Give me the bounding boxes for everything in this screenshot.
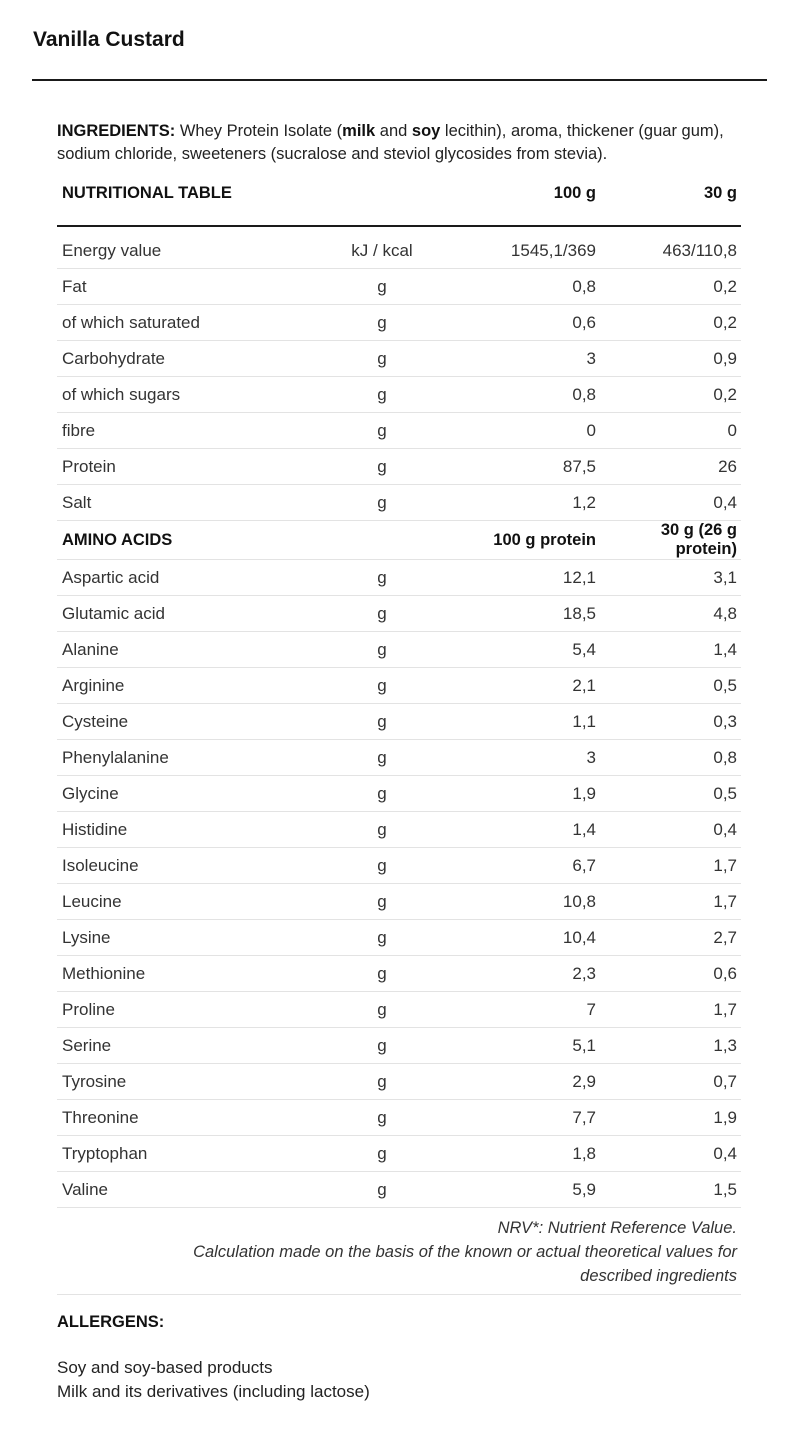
table-row — [57, 884, 741, 920]
value-per-100g: 1,8 — [429, 1136, 606, 1172]
nutrient-name: Serine — [57, 1028, 335, 1064]
nutrient-name: Fat — [57, 269, 335, 305]
table-row — [57, 1172, 741, 1208]
value-per-30g: 0,9 — [606, 341, 741, 377]
nutrient-unit: g — [335, 668, 429, 704]
table-row — [57, 848, 741, 884]
value-per-30g: 26 — [606, 449, 741, 485]
value-per-30g: 0,4 — [606, 1136, 741, 1172]
ingredients-label: INGREDIENTS: — [57, 122, 176, 140]
table-row — [57, 1028, 741, 1064]
table-row — [57, 956, 741, 992]
table-row — [57, 1064, 741, 1100]
value-per-100g: 0,8 — [429, 269, 606, 305]
value-per-100g: 2,1 — [429, 668, 606, 704]
table-row — [57, 233, 741, 269]
value-per-30g: 0,5 — [606, 776, 741, 812]
nutrient-unit: g — [335, 1028, 429, 1064]
nutrient-unit: g — [335, 305, 429, 341]
value-per-100g: 0,6 — [429, 305, 606, 341]
ingredient-soy: soy — [411, 122, 441, 140]
allergens-list — [57, 1356, 741, 1404]
nutrient-name: Threonine — [57, 1100, 335, 1136]
table-row — [57, 413, 741, 449]
nutrient-unit: g — [335, 920, 429, 956]
nutrient-name: Alanine — [57, 632, 335, 668]
nutrient-name: Lysine — [57, 920, 335, 956]
value-per-30g: 30 g (26 g protein) — [606, 521, 741, 560]
value-per-100g: 10,8 — [429, 884, 606, 920]
value-per-30g: 0,3 — [606, 704, 741, 740]
table-row — [57, 812, 741, 848]
nutrient-name: Arginine — [57, 668, 335, 704]
product-title: Vanilla Custard — [33, 28, 185, 51]
value-per-30g: 3,1 — [606, 560, 741, 596]
value-per-30g: 0 — [606, 413, 741, 449]
value-per-30g: 1,4 — [606, 632, 741, 668]
allergen-item: Soy and soy-based products — [57, 1358, 273, 1377]
nutrient-unit: g — [335, 413, 429, 449]
value-per-100g: 1,2 — [429, 485, 606, 521]
nutrient-unit: g — [335, 812, 429, 848]
nutrient-unit: g — [335, 776, 429, 812]
table-row — [57, 269, 741, 305]
nutrition-header-row — [57, 179, 741, 226]
nutrient-unit: g — [335, 485, 429, 521]
nutrition-table — [57, 179, 741, 1208]
nutrient-unit: g — [335, 377, 429, 413]
value-per-100g: 6,7 — [429, 848, 606, 884]
table-row — [57, 920, 741, 956]
nutrient-unit: g — [335, 596, 429, 632]
nutrient-unit: g — [335, 884, 429, 920]
nutrient-name: Tyrosine — [57, 1064, 335, 1100]
nutrient-unit: g — [335, 992, 429, 1028]
ingredients-text-2: and — [375, 122, 412, 140]
nutrient-unit: g — [335, 1136, 429, 1172]
value-per-100g: 3 — [429, 341, 606, 377]
value-per-30g: 0,2 — [606, 305, 741, 341]
title-divider — [32, 79, 767, 81]
value-per-30g: 1,5 — [606, 1172, 741, 1208]
allergen-item: Milk and its derivatives (including lactose) — [57, 1382, 370, 1401]
value-per-30g: 0,2 — [606, 377, 741, 413]
table-row — [57, 305, 741, 341]
allergens-title: ALLERGENS: — [57, 1313, 165, 1331]
nutrient-name: fibre — [57, 413, 335, 449]
ingredients-text-3: lecithin), aroma, thickener (guar gum), sodium chloride, sweeteners (sucralose and steviol glycosides from stevia). — [57, 122, 724, 163]
value-per-30g: 0,4 — [606, 485, 741, 521]
value-per-100g: 2,3 — [429, 956, 606, 992]
value-per-100g: 7,7 — [429, 1100, 606, 1136]
value-per-30g: 1,3 — [606, 1028, 741, 1064]
value-per-100g: 18,5 — [429, 596, 606, 632]
value-per-30g: 0,5 — [606, 668, 741, 704]
nutrient-name: Carbohydrate — [57, 341, 335, 377]
nutrient-name: Phenylalanine — [57, 740, 335, 776]
nutrition-header-100g: 100 g — [429, 179, 606, 226]
ingredients-text-1: Whey Protein Isolate ( — [175, 122, 343, 140]
nutrient-name: AMINO ACIDS — [57, 521, 335, 560]
table-row — [57, 992, 741, 1028]
table-row — [57, 596, 741, 632]
nutrient-name: Aspartic acid — [57, 560, 335, 596]
table-row — [57, 668, 741, 704]
nutrient-name: Histidine — [57, 812, 335, 848]
table-row — [57, 1136, 741, 1172]
nrv-footnote — [57, 1208, 741, 1295]
table-row — [57, 776, 741, 812]
value-per-100g: 87,5 — [429, 449, 606, 485]
value-per-100g: 7 — [429, 992, 606, 1028]
nutrient-unit: kJ / kcal — [335, 233, 429, 269]
nutrient-unit: g — [335, 632, 429, 668]
nutrient-name: Leucine — [57, 884, 335, 920]
amino-acids-header-row — [57, 521, 741, 560]
value-per-100g: 100 g protein — [429, 521, 606, 560]
nutrient-name: Cysteine — [57, 704, 335, 740]
footnote-line-2: Calculation made on the basis of the known or actual theoretical values for — [193, 1243, 737, 1261]
table-row — [57, 704, 741, 740]
nutrient-name: Valine — [57, 1172, 335, 1208]
nutrient-name: Energy value — [57, 233, 335, 269]
nutrient-unit: g — [335, 740, 429, 776]
value-per-30g: 1,7 — [606, 884, 741, 920]
nutrient-unit: g — [335, 341, 429, 377]
value-per-30g: 1,7 — [606, 992, 741, 1028]
product-details — [57, 120, 741, 1404]
nutrient-unit: g — [335, 848, 429, 884]
nutrient-name: Methionine — [57, 956, 335, 992]
value-per-30g: 1,9 — [606, 1100, 741, 1136]
nutrient-unit: g — [335, 1100, 429, 1136]
table-row — [57, 377, 741, 413]
nutrient-unit: g — [335, 560, 429, 596]
nutrient-unit: g — [335, 956, 429, 992]
nutrient-unit: g — [335, 269, 429, 305]
value-per-30g: 1,7 — [606, 848, 741, 884]
table-row — [57, 1100, 741, 1136]
nutrition-header-unit — [335, 179, 429, 226]
nutrition-header-name: NUTRITIONAL TABLE — [57, 179, 335, 226]
nutrient-name: Tryptophan — [57, 1136, 335, 1172]
nutrient-name: Isoleucine — [57, 848, 335, 884]
value-per-30g: 0,7 — [606, 1064, 741, 1100]
value-per-100g: 12,1 — [429, 560, 606, 596]
table-row — [57, 632, 741, 668]
nutrient-unit: g — [335, 1172, 429, 1208]
table-row — [57, 485, 741, 521]
nutrient-name: Glycine — [57, 776, 335, 812]
nutrient-name: Protein — [57, 449, 335, 485]
value-per-100g: 5,4 — [429, 632, 606, 668]
table-row — [57, 341, 741, 377]
value-per-30g: 4,8 — [606, 596, 741, 632]
value-per-100g: 1545,1/369 — [429, 233, 606, 269]
value-per-100g: 1,1 — [429, 704, 606, 740]
nutrient-unit: g — [335, 704, 429, 740]
table-row — [57, 449, 741, 485]
value-per-100g: 10,4 — [429, 920, 606, 956]
value-per-30g: 0,8 — [606, 740, 741, 776]
value-per-100g: 1,9 — [429, 776, 606, 812]
value-per-30g: 0,2 — [606, 269, 741, 305]
table-row — [57, 740, 741, 776]
nutrient-unit: g — [335, 449, 429, 485]
nutrient-name: of which sugars — [57, 377, 335, 413]
footnote-line-1: NRV*: Nutrient Reference Value. — [497, 1219, 737, 1237]
table-row — [57, 560, 741, 596]
ingredients-paragraph — [57, 120, 741, 166]
value-per-30g: 0,6 — [606, 956, 741, 992]
nutrition-header-30g: 30 g — [606, 179, 741, 226]
value-per-30g: 2,7 — [606, 920, 741, 956]
value-per-100g: 0 — [429, 413, 606, 449]
nutrient-name: Proline — [57, 992, 335, 1028]
header-spacer — [57, 226, 741, 233]
value-per-30g: 0,4 — [606, 812, 741, 848]
value-per-100g: 5,9 — [429, 1172, 606, 1208]
nutrient-name: of which saturated — [57, 305, 335, 341]
value-per-100g: 2,9 — [429, 1064, 606, 1100]
footnote-line-3: described ingredients — [580, 1267, 737, 1285]
ingredient-milk: milk — [342, 122, 376, 140]
value-per-100g: 5,1 — [429, 1028, 606, 1064]
value-per-100g: 3 — [429, 740, 606, 776]
value-per-100g: 0,8 — [429, 377, 606, 413]
nutrient-name: Salt — [57, 485, 335, 521]
value-per-100g: 1,4 — [429, 812, 606, 848]
nutrient-unit: g — [335, 1064, 429, 1100]
nutrient-unit — [335, 521, 429, 560]
nutrient-name: Glutamic acid — [57, 596, 335, 632]
value-per-30g: 463/110,8 — [606, 233, 741, 269]
